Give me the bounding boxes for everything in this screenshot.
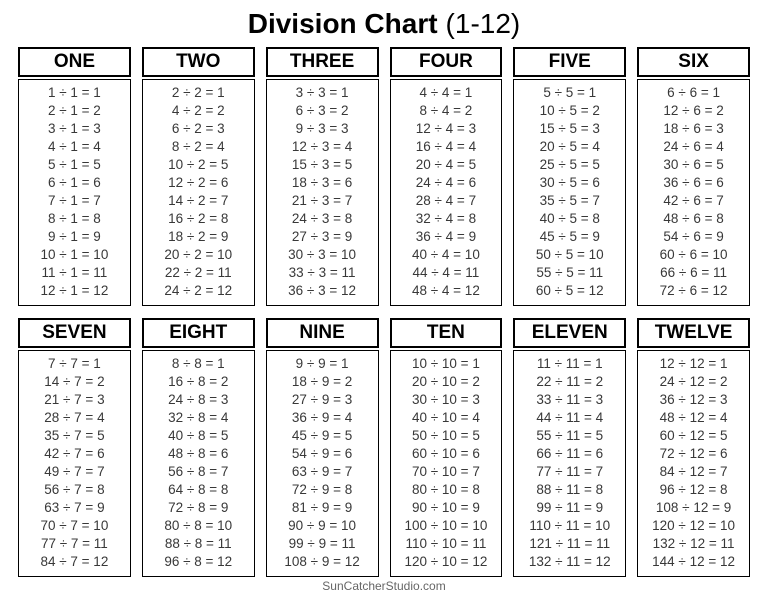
division-equation: 132 ÷ 12 = 11	[652, 536, 735, 551]
division-equation: 72 ÷ 9 = 8	[291, 482, 353, 497]
division-equation: 8 ÷ 2 = 4	[171, 139, 225, 154]
division-table-three	[266, 47, 379, 306]
division-equation: 24 ÷ 2 = 12	[164, 283, 233, 298]
division-equation: 12 ÷ 12 = 1	[659, 356, 728, 371]
table-header: SIX	[637, 47, 750, 77]
division-equation: 54 ÷ 9 = 6	[291, 446, 353, 461]
division-equation: 88 ÷ 11 = 8	[536, 482, 604, 497]
table-header: TEN	[390, 318, 503, 348]
division-equation: 144 ÷ 12 = 12	[652, 554, 735, 569]
division-equation: 16 ÷ 4 = 4	[415, 139, 477, 154]
equation-list	[266, 350, 379, 577]
division-table-eleven	[513, 318, 626, 577]
division-equation: 66 ÷ 6 = 11	[660, 265, 727, 280]
division-table-six	[637, 47, 750, 306]
division-equation: 9 ÷ 1 = 9	[48, 229, 101, 244]
title-text: Division Chart	[247, 8, 438, 39]
division-table-eight	[142, 318, 255, 577]
division-equation: 15 ÷ 5 = 3	[539, 121, 600, 136]
division-grid	[0, 47, 768, 577]
division-equation: 20 ÷ 4 = 5	[415, 157, 477, 172]
division-equation: 30 ÷ 5 = 6	[539, 175, 600, 190]
division-equation: 2 ÷ 1 = 2	[48, 103, 101, 118]
division-equation: 36 ÷ 6 = 6	[663, 175, 724, 190]
division-equation: 70 ÷ 10 = 7	[411, 464, 480, 479]
division-table-two	[142, 47, 255, 306]
division-equation: 8 ÷ 1 = 8	[48, 211, 101, 226]
division-equation: 50 ÷ 5 = 10	[535, 247, 604, 262]
equation-list	[18, 350, 131, 577]
page-title	[0, 0, 768, 40]
equation-list	[390, 79, 503, 306]
division-equation: 10 ÷ 1 = 10	[40, 247, 109, 262]
division-equation: 20 ÷ 2 = 10	[164, 247, 233, 262]
division-equation: 10 ÷ 2 = 5	[168, 157, 229, 172]
division-equation: 5 ÷ 1 = 5	[48, 157, 101, 172]
equation-list	[18, 79, 131, 306]
division-equation: 32 ÷ 8 = 4	[168, 410, 229, 425]
table-header: ONE	[18, 47, 131, 77]
division-table-seven	[18, 318, 131, 577]
division-equation: 108 ÷ 9 = 12	[284, 554, 360, 569]
division-equation: 64 ÷ 8 = 8	[168, 482, 229, 497]
division-equation: 70 ÷ 7 = 10	[40, 518, 109, 533]
division-equation: 6 ÷ 6 = 1	[667, 85, 720, 100]
table-header: NINE	[266, 318, 379, 348]
division-equation: 40 ÷ 5 = 8	[539, 211, 600, 226]
division-equation: 16 ÷ 8 = 2	[168, 374, 229, 389]
division-equation: 44 ÷ 4 = 11	[412, 265, 480, 280]
division-equation: 60 ÷ 5 = 12	[535, 283, 604, 298]
division-equation: 110 ÷ 10 = 11	[405, 536, 487, 551]
division-equation: 12 ÷ 4 = 3	[415, 121, 477, 136]
division-equation: 72 ÷ 12 = 6	[659, 446, 728, 461]
division-equation: 4 ÷ 2 = 2	[171, 103, 225, 118]
division-equation: 1 ÷ 1 = 1	[48, 85, 101, 100]
division-equation: 35 ÷ 5 = 7	[539, 193, 600, 208]
division-equation: 50 ÷ 10 = 5	[411, 428, 480, 443]
division-equation: 36 ÷ 9 = 4	[291, 410, 353, 425]
division-equation: 3 ÷ 1 = 3	[48, 121, 101, 136]
division-equation: 30 ÷ 10 = 3	[411, 392, 480, 407]
table-header: SEVEN	[18, 318, 131, 348]
division-equation: 28 ÷ 7 = 4	[44, 410, 105, 425]
equation-list	[266, 79, 379, 306]
division-table-four	[390, 47, 503, 306]
division-equation: 18 ÷ 3 = 6	[291, 175, 353, 190]
division-equation: 90 ÷ 9 = 10	[288, 518, 356, 533]
division-equation: 36 ÷ 12 = 3	[659, 392, 728, 407]
division-equation: 8 ÷ 4 = 2	[419, 103, 473, 118]
division-equation: 48 ÷ 12 = 4	[659, 410, 728, 425]
division-table-twelve	[637, 318, 750, 577]
footer-credit: SunCatcherStudio.com	[322, 579, 446, 592]
equation-list	[142, 79, 255, 306]
division-equation: 8 ÷ 8 = 1	[171, 356, 225, 371]
division-equation: 21 ÷ 7 = 3	[44, 392, 105, 407]
division-equation: 27 ÷ 9 = 3	[291, 392, 353, 407]
division-equation: 49 ÷ 7 = 7	[44, 464, 105, 479]
division-equation: 45 ÷ 5 = 9	[539, 229, 600, 244]
equation-list	[513, 79, 626, 306]
division-equation: 81 ÷ 9 = 9	[291, 500, 353, 515]
division-equation: 12 ÷ 1 = 12	[40, 283, 109, 298]
division-equation: 10 ÷ 5 = 2	[539, 103, 600, 118]
division-equation: 42 ÷ 7 = 6	[44, 446, 105, 461]
division-equation: 11 ÷ 11 = 1	[536, 356, 603, 371]
division-equation: 45 ÷ 9 = 5	[291, 428, 353, 443]
division-equation: 36 ÷ 4 = 9	[415, 229, 477, 244]
division-equation: 33 ÷ 11 = 3	[536, 392, 604, 407]
division-equation: 5 ÷ 5 = 1	[543, 85, 597, 100]
division-table-five	[513, 47, 626, 306]
division-equation: 56 ÷ 8 = 7	[168, 464, 229, 479]
equation-list	[390, 350, 503, 577]
division-equation: 14 ÷ 7 = 2	[44, 374, 105, 389]
division-equation: 3 ÷ 3 = 1	[295, 85, 349, 100]
division-equation: 55 ÷ 11 = 5	[536, 428, 604, 443]
division-equation: 20 ÷ 5 = 4	[539, 139, 600, 154]
division-equation: 6 ÷ 1 = 6	[48, 175, 101, 190]
division-equation: 20 ÷ 10 = 2	[411, 374, 480, 389]
division-equation: 21 ÷ 3 = 7	[291, 193, 353, 208]
division-equation: 7 ÷ 7 = 1	[48, 356, 101, 371]
division-equation: 90 ÷ 10 = 9	[411, 500, 480, 515]
division-equation: 40 ÷ 4 = 10	[411, 247, 480, 262]
division-equation: 24 ÷ 4 = 6	[415, 175, 477, 190]
table-header: TWELVE	[637, 318, 750, 348]
division-equation: 96 ÷ 8 = 12	[164, 554, 233, 569]
table-header: FIVE	[513, 47, 626, 77]
division-equation: 10 ÷ 10 = 1	[411, 356, 480, 371]
division-equation: 56 ÷ 7 = 8	[44, 482, 105, 497]
division-equation: 84 ÷ 7 = 12	[40, 554, 109, 569]
division-equation: 16 ÷ 2 = 8	[168, 211, 229, 226]
division-equation: 18 ÷ 6 = 3	[663, 121, 724, 136]
division-equation: 63 ÷ 7 = 9	[44, 500, 105, 515]
division-equation: 22 ÷ 2 = 11	[164, 265, 232, 280]
division-equation: 40 ÷ 8 = 5	[168, 428, 229, 443]
division-equation: 100 ÷ 10 = 10	[404, 518, 488, 533]
division-equation: 60 ÷ 12 = 5	[659, 428, 728, 443]
division-equation: 32 ÷ 4 = 8	[415, 211, 477, 226]
division-equation: 110 ÷ 11 = 10	[529, 518, 611, 533]
division-equation: 48 ÷ 8 = 6	[168, 446, 229, 461]
division-equation: 12 ÷ 3 = 4	[291, 139, 353, 154]
division-equation: 99 ÷ 9 = 11	[288, 536, 356, 551]
division-equation: 18 ÷ 9 = 2	[291, 374, 353, 389]
division-equation: 36 ÷ 3 = 12	[288, 283, 356, 298]
division-equation: 72 ÷ 8 = 9	[168, 500, 229, 515]
division-equation: 60 ÷ 10 = 6	[411, 446, 480, 461]
equation-list	[637, 79, 750, 306]
division-equation: 88 ÷ 8 = 11	[164, 536, 232, 551]
division-equation: 30 ÷ 6 = 5	[663, 157, 724, 172]
division-equation: 77 ÷ 7 = 11	[40, 536, 108, 551]
division-equation: 99 ÷ 11 = 9	[536, 500, 604, 515]
division-equation: 12 ÷ 6 = 2	[663, 103, 724, 118]
division-equation: 66 ÷ 11 = 6	[536, 446, 604, 461]
division-equation: 24 ÷ 3 = 8	[291, 211, 353, 226]
division-equation: 120 ÷ 12 = 10	[652, 518, 735, 533]
table-header: EIGHT	[142, 318, 255, 348]
division-equation: 60 ÷ 6 = 10	[659, 247, 728, 262]
division-table-nine	[266, 318, 379, 577]
table-header: FOUR	[390, 47, 503, 77]
division-equation: 14 ÷ 2 = 7	[168, 193, 229, 208]
division-equation: 44 ÷ 11 = 4	[536, 410, 604, 425]
table-header: TWO	[142, 47, 255, 77]
division-equation: 11 ÷ 1 = 11	[41, 265, 108, 280]
division-equation: 4 ÷ 4 = 1	[419, 85, 473, 100]
division-equation: 72 ÷ 6 = 12	[659, 283, 728, 298]
division-equation: 108 ÷ 12 = 9	[655, 500, 732, 515]
division-equation: 15 ÷ 3 = 5	[291, 157, 353, 172]
division-equation: 9 ÷ 3 = 3	[295, 121, 349, 136]
division-equation: 22 ÷ 11 = 2	[536, 374, 604, 389]
title-range: (1-12)	[445, 8, 521, 39]
division-equation: 6 ÷ 2 = 3	[171, 121, 225, 136]
division-equation: 96 ÷ 12 = 8	[659, 482, 728, 497]
equation-list	[637, 350, 750, 577]
division-equation: 80 ÷ 10 = 8	[411, 482, 480, 497]
division-equation: 25 ÷ 5 = 5	[539, 157, 600, 172]
division-equation: 27 ÷ 3 = 9	[291, 229, 353, 244]
division-equation: 24 ÷ 6 = 4	[663, 139, 724, 154]
division-table-one	[18, 47, 131, 306]
division-equation: 30 ÷ 3 = 10	[288, 247, 356, 262]
division-equation: 132 ÷ 11 = 12	[528, 554, 611, 569]
division-table-ten	[390, 318, 503, 577]
division-equation: 48 ÷ 4 = 12	[411, 283, 480, 298]
table-header: ELEVEN	[513, 318, 626, 348]
division-equation: 7 ÷ 1 = 7	[48, 193, 101, 208]
division-equation: 2 ÷ 2 = 1	[171, 85, 225, 100]
division-equation: 6 ÷ 3 = 2	[295, 103, 349, 118]
division-equation: 18 ÷ 2 = 9	[168, 229, 229, 244]
division-equation: 121 ÷ 11 = 11	[529, 536, 611, 551]
equation-list	[142, 350, 255, 577]
division-equation: 4 ÷ 1 = 4	[48, 139, 101, 154]
division-equation: 77 ÷ 11 = 7	[536, 464, 604, 479]
division-equation: 48 ÷ 6 = 8	[663, 211, 724, 226]
division-equation: 40 ÷ 10 = 4	[411, 410, 480, 425]
equation-list	[513, 350, 626, 577]
division-equation: 24 ÷ 8 = 3	[168, 392, 229, 407]
division-equation: 63 ÷ 9 = 7	[291, 464, 353, 479]
table-header: THREE	[266, 47, 379, 77]
division-equation: 42 ÷ 6 = 7	[663, 193, 724, 208]
division-equation: 12 ÷ 2 = 6	[168, 175, 229, 190]
division-equation: 55 ÷ 5 = 11	[536, 265, 604, 280]
division-equation: 54 ÷ 6 = 9	[663, 229, 724, 244]
division-equation: 28 ÷ 4 = 7	[415, 193, 477, 208]
division-equation: 33 ÷ 3 = 11	[288, 265, 356, 280]
division-equation: 35 ÷ 7 = 5	[44, 428, 105, 443]
division-equation: 84 ÷ 12 = 7	[659, 464, 728, 479]
division-equation: 80 ÷ 8 = 10	[164, 518, 233, 533]
division-equation: 9 ÷ 9 = 1	[295, 356, 349, 371]
division-equation: 120 ÷ 10 = 12	[404, 554, 488, 569]
division-equation: 24 ÷ 12 = 2	[659, 374, 728, 389]
